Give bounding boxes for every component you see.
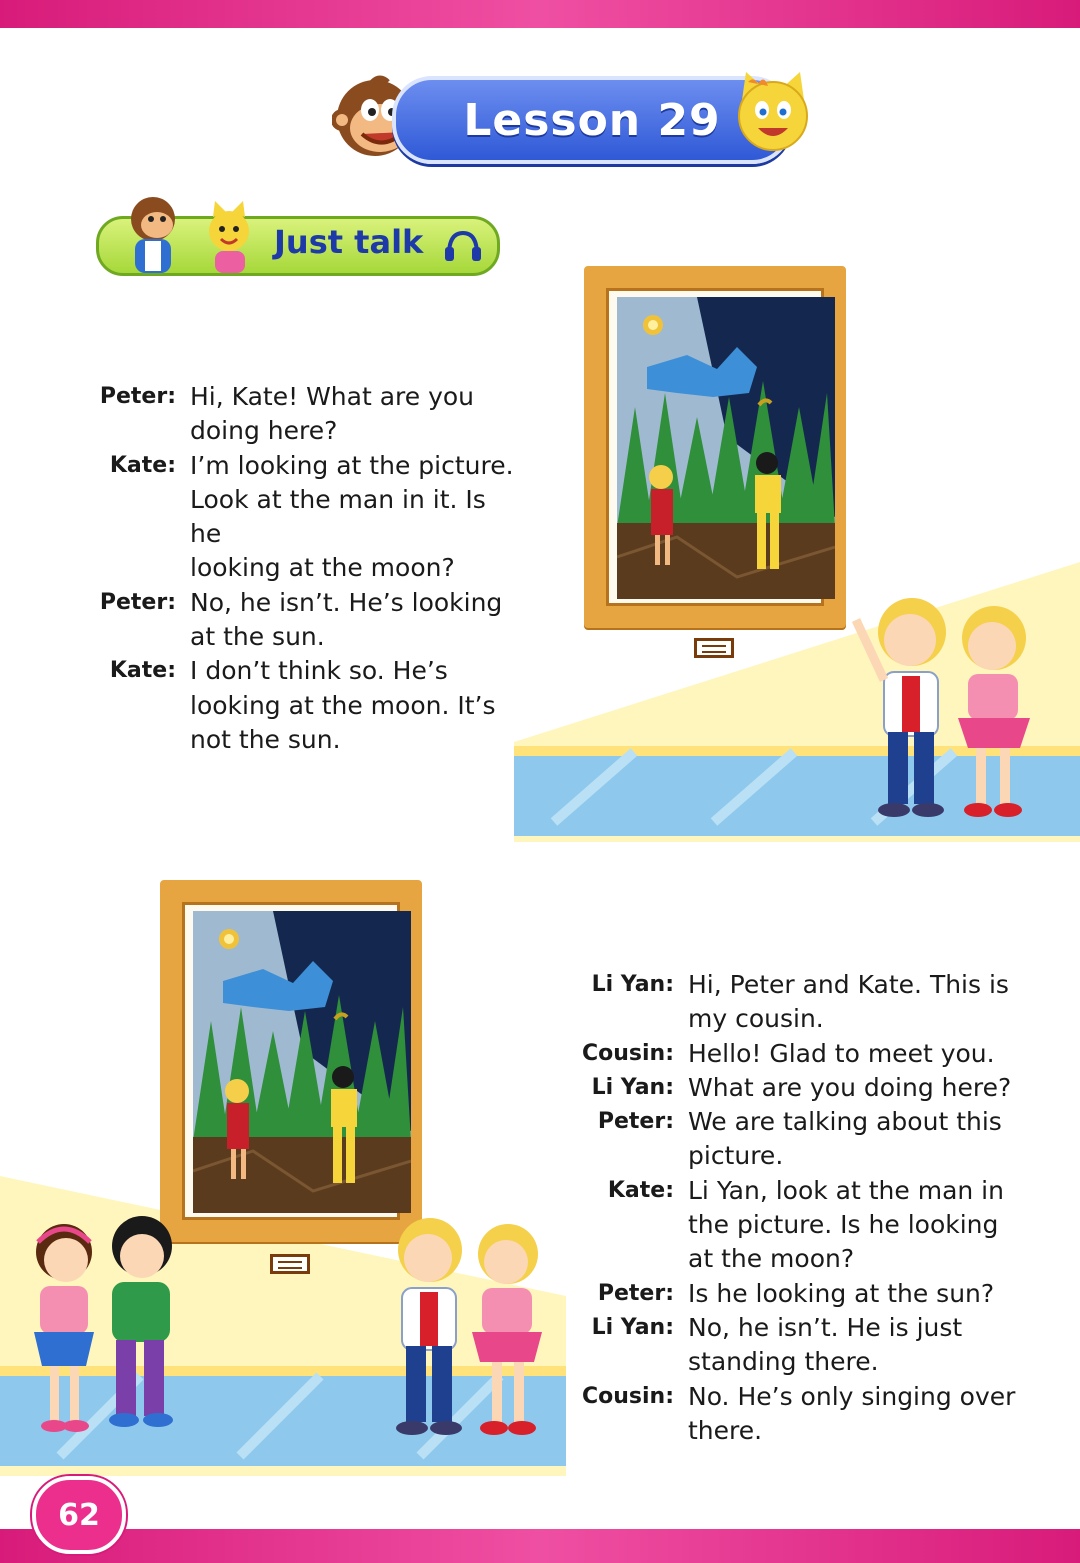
- just-talk-section-header: [96, 216, 500, 276]
- speech-text: [688, 1311, 1028, 1380]
- speech-text: [688, 1037, 1028, 1071]
- section-label: Just talk: [274, 223, 424, 261]
- page-number-badge: 62: [32, 1476, 126, 1554]
- speaker-name: Kate:: [109, 658, 176, 684]
- speech-line: standing there.: [688, 1347, 879, 1377]
- speech-text: [688, 1174, 1028, 1277]
- peter-and-kate-illustration: [844, 580, 1054, 828]
- speaker-name: Kate:: [109, 452, 176, 478]
- speaker-name: Li Yan:: [591, 1074, 674, 1100]
- dialogue-line: [580, 968, 1028, 1037]
- speaker-name: Peter:: [99, 384, 176, 409]
- speaker-name: Peter:: [597, 1109, 674, 1135]
- speech-line: What are you doing here?: [688, 1072, 1012, 1102]
- painting-plaque-two: [270, 1254, 310, 1274]
- speech-text: [190, 380, 520, 449]
- dialogue-line: [96, 654, 520, 757]
- speech-line: Hi, Kate! What are you: [190, 382, 475, 411]
- speech-line: looking at the moon. It’s: [190, 690, 496, 720]
- speech-text: [688, 1105, 1028, 1174]
- headphones-icon[interactable]: [443, 229, 483, 263]
- speaker-name: Kate:: [607, 1177, 674, 1203]
- speech-line: No, he isn’t. He is just: [688, 1312, 963, 1342]
- painting-frame-two: [160, 880, 422, 1242]
- speech-line: doing here?: [190, 416, 338, 446]
- speech-line: at the sun.: [190, 622, 325, 652]
- dialogue-line: [580, 1311, 1028, 1380]
- speech-line: looking at the moon?: [190, 553, 455, 583]
- dialogue-line: [580, 1071, 1028, 1105]
- bottom-decor-band: [0, 1529, 1080, 1563]
- painting-forest-illustration-two: [193, 911, 411, 1213]
- peter-and-kate-illustration-two: [368, 1206, 568, 1452]
- top-decor-band: [0, 0, 1080, 28]
- li-yan-and-cousin-illustration: [24, 1206, 204, 1446]
- speech-line: there.: [688, 1415, 763, 1445]
- painting-frame: [584, 266, 846, 628]
- speaker-name: Cousin:: [581, 1040, 674, 1066]
- dialogue-line: [580, 1277, 1028, 1311]
- speech-line: Look at the man in it. Is he: [190, 484, 486, 549]
- speech-text: [688, 968, 1028, 1037]
- speech-line: picture.: [688, 1141, 784, 1171]
- speech-text: [688, 1071, 1028, 1105]
- speaker-name: Li Yan:: [591, 972, 674, 997]
- dialogue-line: [96, 449, 520, 586]
- speaker-name: Peter:: [597, 1280, 674, 1306]
- speech-line: my cousin.: [688, 1004, 824, 1034]
- dialogue-line: [96, 380, 520, 449]
- speech-line: No. He’s only singing over: [688, 1381, 1016, 1411]
- dialogue-one: [96, 380, 520, 757]
- kids-mascots-icon: [105, 193, 265, 277]
- speaker-name: Li Yan:: [591, 1314, 674, 1340]
- dialogue-two: [580, 968, 1028, 1448]
- speech-text: [190, 586, 520, 655]
- painting-plaque: [694, 638, 734, 658]
- speech-line: Li Yan, look at the man in: [688, 1175, 1004, 1205]
- speech-line: Is he looking at the sun?: [688, 1278, 995, 1308]
- museum-scene-two: [0, 876, 566, 1476]
- dialogue-line: [96, 586, 520, 655]
- painting-forest-illustration: [617, 297, 835, 599]
- speech-text: [688, 1380, 1028, 1449]
- dialogue-line: [580, 1105, 1028, 1174]
- speech-text: [190, 449, 520, 586]
- speech-line: No, he isn’t. He’s looking: [190, 587, 503, 617]
- speech-line: at the moon?: [688, 1244, 855, 1274]
- speech-line: Hi, Peter and Kate. This is: [688, 970, 1009, 999]
- speaker-name: Cousin:: [581, 1383, 674, 1409]
- dialogue-line: [580, 1174, 1028, 1277]
- speech-line: I’m looking at the picture.: [190, 450, 514, 480]
- speech-line: the picture. Is he looking: [688, 1210, 999, 1240]
- museum-scene-one: [514, 262, 1080, 842]
- speech-text: [688, 1277, 1028, 1311]
- speaker-name: Peter:: [99, 589, 176, 615]
- cat-mascot-icon: [732, 70, 814, 154]
- dialogue-line: [580, 1380, 1028, 1449]
- speech-line: I don’t think so. He’s: [190, 656, 448, 686]
- speech-line: We are talking about this: [688, 1107, 1002, 1137]
- dialogue-line: [580, 1037, 1028, 1071]
- lesson-title: Lesson 29: [463, 94, 721, 146]
- speech-line: not the sun.: [190, 724, 341, 754]
- speech-text: [190, 654, 520, 757]
- speech-line: Hello! Glad to meet you.: [688, 1038, 995, 1068]
